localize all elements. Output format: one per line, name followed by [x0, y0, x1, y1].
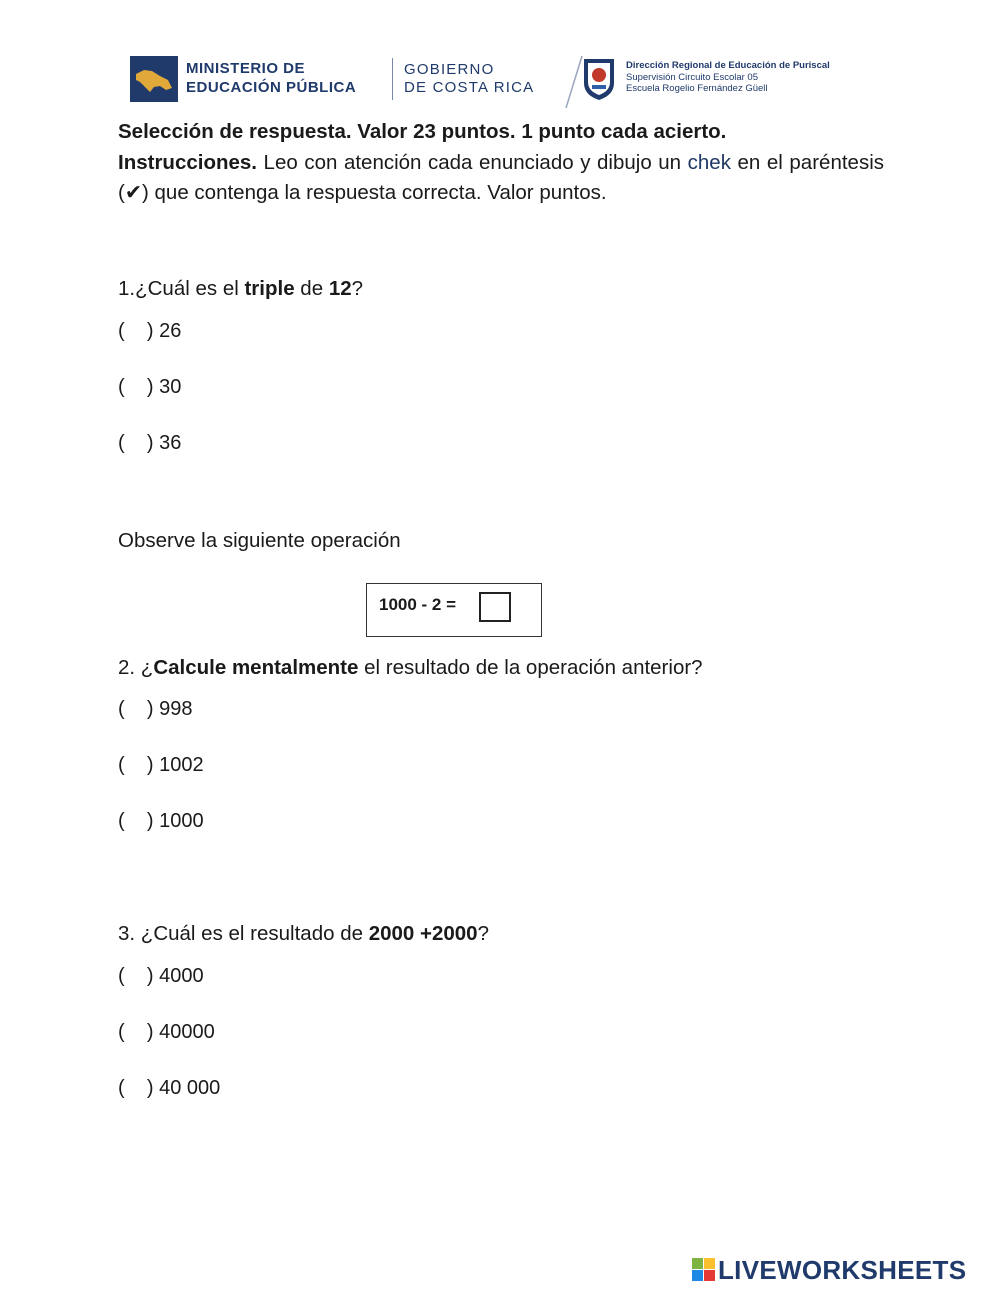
instructions-text-1: Leo con atención cada enunciado y dibujo un — [257, 151, 688, 174]
q3-suffix: ? — [477, 922, 489, 945]
q1-bold-triple: triple — [244, 277, 295, 300]
observe-text: Observe la siguiente operación — [118, 529, 401, 552]
q2-option-1[interactable]: ( ) 998 — [118, 698, 193, 720]
q2-bold-calcule: Calcule mentalmente — [153, 656, 359, 679]
ministerio-line1: MINISTERIO DE — [186, 60, 306, 77]
costa-rica-map-logo-icon — [130, 56, 178, 102]
ministerio-text — [186, 59, 356, 97]
liveworksheets-blocks-icon — [692, 1258, 716, 1282]
q1-middle: de — [294, 277, 329, 300]
ministerio-line2: EDUCACIÓN PÚBLICA — [186, 79, 357, 96]
instructions-chek-word: chek — [687, 151, 731, 174]
liveworksheets-logo — [692, 1255, 992, 1285]
q3-bold-operation: 2000 +2000 — [368, 922, 478, 945]
gobierno-line1: GOBIERNO — [404, 61, 495, 78]
direccion-regional-text — [626, 60, 830, 95]
question-3 — [118, 922, 489, 946]
operation-box — [366, 583, 542, 637]
instructions-lead: Instrucciones. — [118, 151, 257, 174]
q1-option-2[interactable]: ( ) 30 — [118, 376, 182, 398]
direccion-line1: Dirección Regional de Educación de Puriscal — [626, 60, 830, 71]
q1-suffix: ? — [351, 277, 364, 300]
gobierno-text — [404, 61, 534, 97]
instructions-text-2: en el paréntesis (✔) que contenga la respuesta correcta. Valor puntos. — [118, 151, 884, 204]
question-2 — [118, 656, 703, 680]
header-divider — [392, 58, 393, 100]
question-1 — [118, 277, 363, 301]
q3-option-3[interactable]: ( ) 40 000 — [118, 1077, 221, 1099]
direccion-line2: Supervisión Circuito Escolar 05 — [626, 71, 759, 83]
liveworksheets-brand-text: LIVEWORKSHEETS — [718, 1255, 967, 1285]
header-slash-divider — [562, 54, 584, 110]
q1-option-1[interactable]: ( ) 26 — [118, 320, 182, 342]
q2-suffix: el resultado de la operación anterior? — [358, 656, 703, 679]
q1-prefix: 1.¿Cuál es el — [118, 277, 245, 300]
q1-option-3[interactable]: ( ) 36 — [118, 432, 182, 454]
direccion-line3: Escuela Rogelio Fernández Güell — [626, 83, 768, 94]
instructions-paragraph — [118, 148, 884, 207]
q2-option-2[interactable]: ( ) 1002 — [118, 754, 204, 776]
operation-label: 1000 - 2 = — [379, 595, 457, 614]
gobierno-line2: DE COSTA RICA — [404, 79, 535, 96]
school-shield-icon — [582, 57, 616, 101]
header-logos — [130, 52, 870, 110]
operation-answer-input[interactable] — [479, 592, 511, 622]
q3-option-1[interactable]: ( ) 4000 — [118, 965, 204, 987]
section-title: Selección de respuesta. Valor 23 puntos. 1 punto cada acierto. — [118, 120, 727, 143]
q2-option-3[interactable]: ( ) 1000 — [118, 810, 204, 832]
q3-option-2[interactable]: ( ) 40000 — [118, 1021, 215, 1043]
q1-bold-number: 12 — [328, 277, 352, 300]
q2-prefix: 2. ¿ — [118, 656, 154, 679]
q3-prefix: 3. ¿Cuál es el resultado de — [118, 922, 369, 945]
